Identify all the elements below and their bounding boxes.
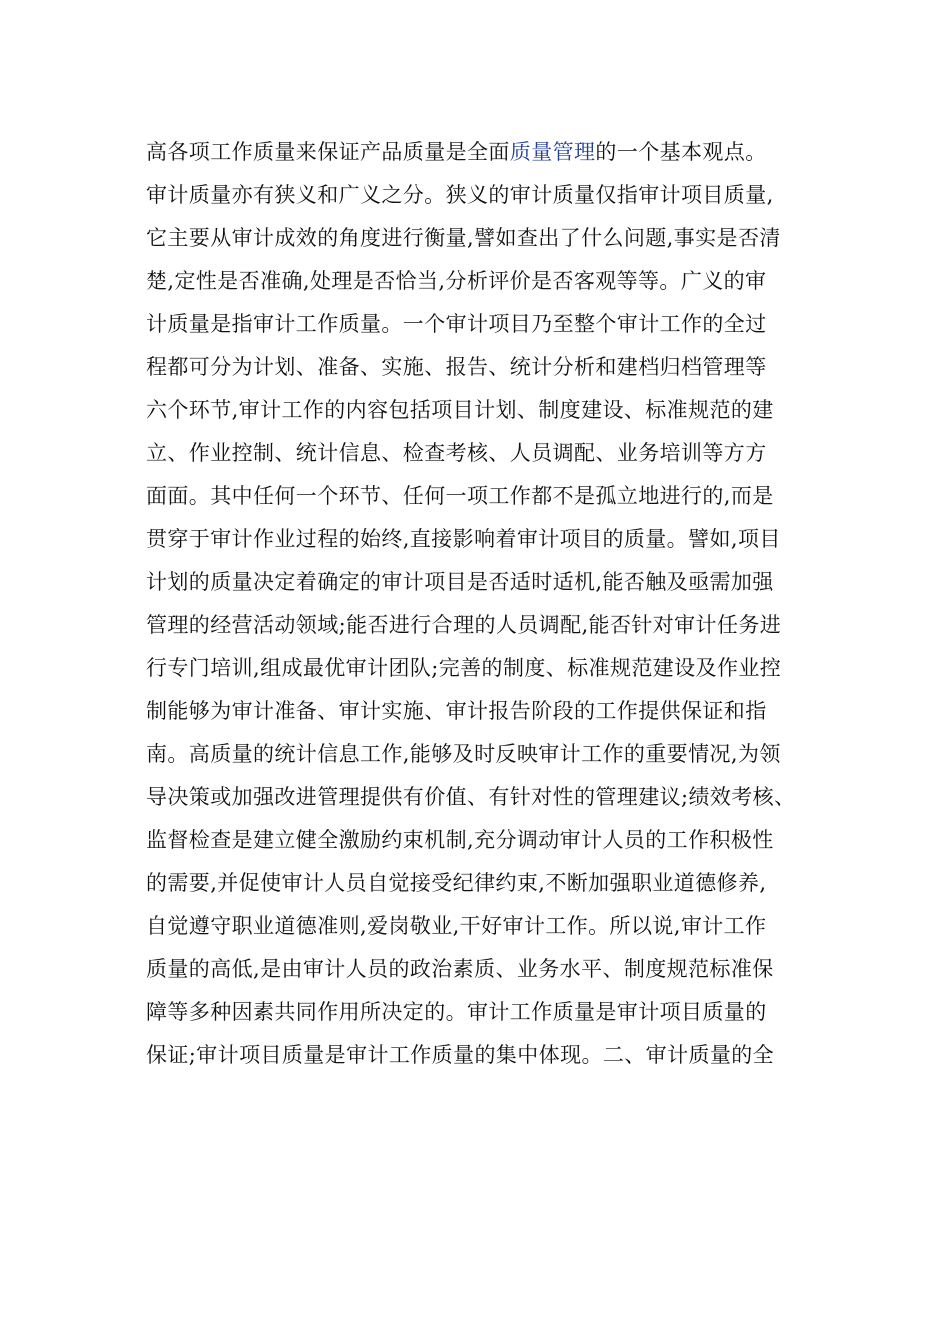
text-line-12: 管理的经营活动领域;能否进行合理的人员调配,能否针对审计任务进 — [146, 613, 782, 637]
text-line-6: 程都可分为计划、准备、实施、报告、统计分析和建档归档管理等 — [146, 355, 767, 379]
text-line-8: 立、作业控制、统计信息、检查考核、人员调配、业务培训等方方 — [146, 441, 767, 465]
quality-management-link[interactable]: 质量管理 — [509, 140, 596, 164]
text-line-4: 楚,定性是否准确,处理是否恰当,分析评价是否客观等等。广义的审 — [146, 269, 767, 293]
text-line-19: 自觉遵守职业道德准则,爱岗敬业,干好审计工作。所以说,审计工作 — [146, 914, 767, 938]
text-line-13: 行专门培训,组成最优审计团队;完善的制度、标准规范建设及作业控 — [146, 656, 782, 680]
text-line-16: 导决策或加强改进管理提供有价值、有针对性的管理建议;绩效考核、 — [146, 785, 796, 809]
text-line-22: 保证;审计项目质量是审计工作质量的集中体现。二、审计质量的全 — [146, 1043, 775, 1067]
line-1-text-before-link: 高各项工作质量来保证产品质量是全面 — [146, 140, 510, 164]
text-line-11: 计划的质量决定着确定的审计项目是否适时适机,能否触及亟需加强 — [146, 570, 774, 594]
text-line-14: 制能够为审计准备、审计实施、审计报告阶段的工作提供保证和指 — [146, 699, 767, 723]
text-line-2: 审计质量亦有狭义和广义之分。狭义的审计质量仅指审计项目质量, — [146, 183, 774, 207]
text-line-9: 面面。其中任何一个环节、任何一项工作都不是孤立地进行的,而是 — [146, 484, 774, 508]
text-line-17: 监督检查是建立健全激励约束机制,充分调动审计人员的工作积极性 — [146, 828, 774, 852]
body-text — [146, 131, 826, 1077]
text-line-10: 贯穿于审计作业过程的始终,直接影响着审计项目的质量。譬如,项目 — [146, 527, 781, 551]
text-line-1 — [146, 131, 826, 174]
text-line-7: 六个环节,审计工作的内容包括项目计划、制度建设、标准规范的建 — [146, 398, 774, 422]
text-line-5: 计质量是指审计工作质量。一个审计项目乃至整个审计工作的全过 — [146, 312, 767, 336]
text-line-3: 它主要从审计成效的角度进行衡量,譬如查出了什么问题,事实是否清 — [146, 226, 781, 250]
text-line-21: 障等多种因素共同作用所决定的。审计工作质量是审计项目质量的 — [146, 1000, 767, 1024]
line-1-text-after-link: 的一个基本观点。 — [595, 140, 767, 164]
text-line-15: 南。高质量的统计信息工作,能够及时反映审计工作的重要情况,为领 — [146, 742, 781, 766]
text-line-18: 的需要,并促使审计人员自觉接受纪律约束,不断加强职业道德修养, — [146, 871, 767, 895]
text-line-20: 质量的高低,是由审计人员的政治素质、业务水平、制度规范标准保 — [146, 957, 774, 981]
